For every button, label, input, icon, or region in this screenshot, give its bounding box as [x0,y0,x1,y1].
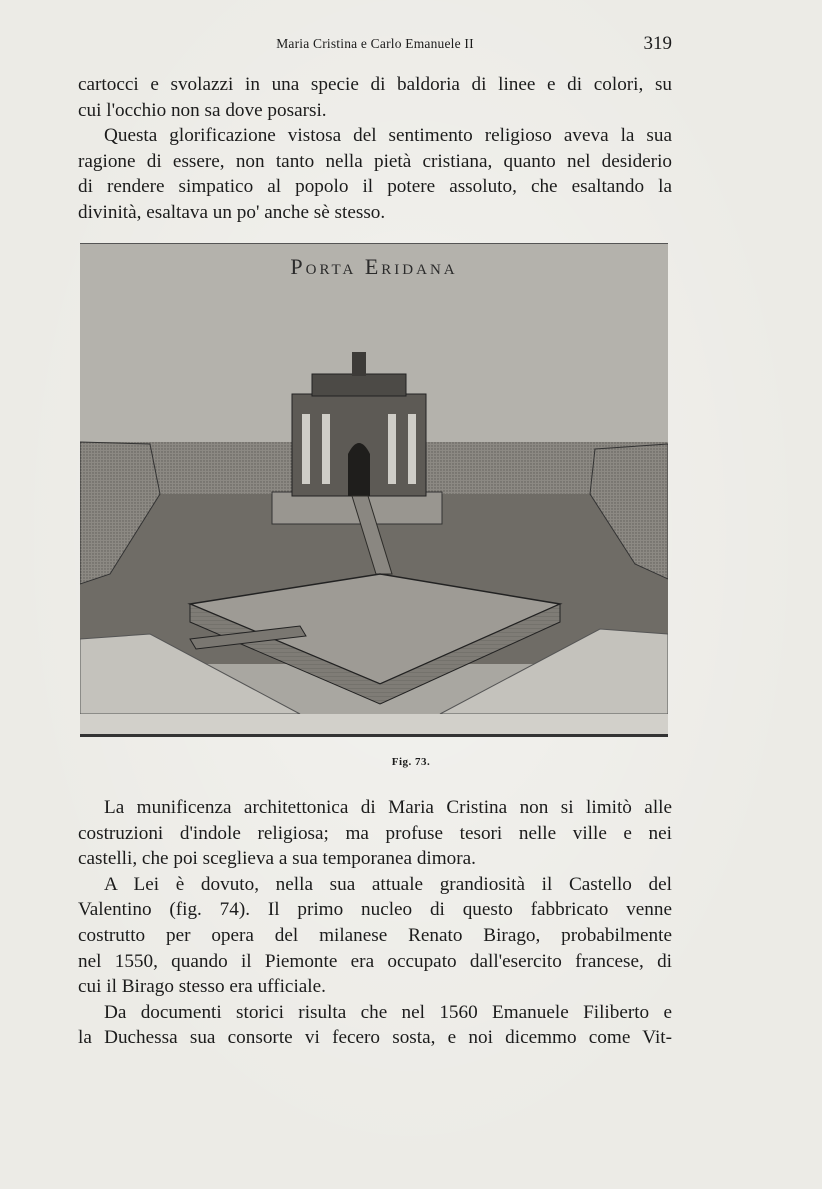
text-line: cui l'occhio non sa dove posarsi. [78,99,327,121]
top-text-block [78,72,672,226]
text-line: nel 1550, quando il Piemonte era occupato dall'esercito francese, di [78,950,672,972]
page-number: 319 [643,33,672,54]
text-line: ragione di essere, non tanto nella pietà cristiana, quanto nel desiderio [78,150,672,172]
text-line: costrutto per opera del milanese Renato Birago, probabilmente [78,924,672,946]
text-line: cartocci e svolazzi in una specie di baldoria di linee e di colori, su [78,74,672,95]
text-line: costruzioni d'indole religiosa; ma profuse tesori nelle ville e nei [78,822,672,844]
text-line: la Duchessa sua consorte vi fecero sosta, e noi dicemmo come Vit- [78,1027,672,1049]
text-line: Valentino (fig. 74). Il primo nucleo di questo fabbricato venne [78,899,672,921]
text-line: cui il Birago stesso era ufficiale. [78,976,326,998]
engraving-figure [80,243,668,737]
page-header [78,33,672,58]
text-line: Questa glorificazione vistosa del sentimento religioso aveva la sua [104,125,672,147]
text-line: Da documenti storici risulta che nel 1560 Emanuele Filiberto e [104,1001,672,1023]
running-head: Maria Cristina e Carlo Emanuele II [276,36,474,51]
figure-title: Porta Eridana [290,254,458,279]
text-line: castelli, che poi sceglieva a sua temporanea dimora. [78,848,476,870]
figure-caption: Fig. 73. [391,756,431,768]
text-line: divinità, esaltava un po' anche sè stesso. [78,201,386,223]
text-line: La munificenza architettonica di Maria Cristina non si limitò alle [104,797,672,818]
engraving-illustration [80,244,668,734]
bottom-text-block [78,795,672,1051]
text-line: A Lei è dovuto, nella sua attuale grandiosità il Castello del [104,873,672,895]
text-line: di rendere simpatico al popolo il potere assoluto, che esaltando la [78,176,672,198]
